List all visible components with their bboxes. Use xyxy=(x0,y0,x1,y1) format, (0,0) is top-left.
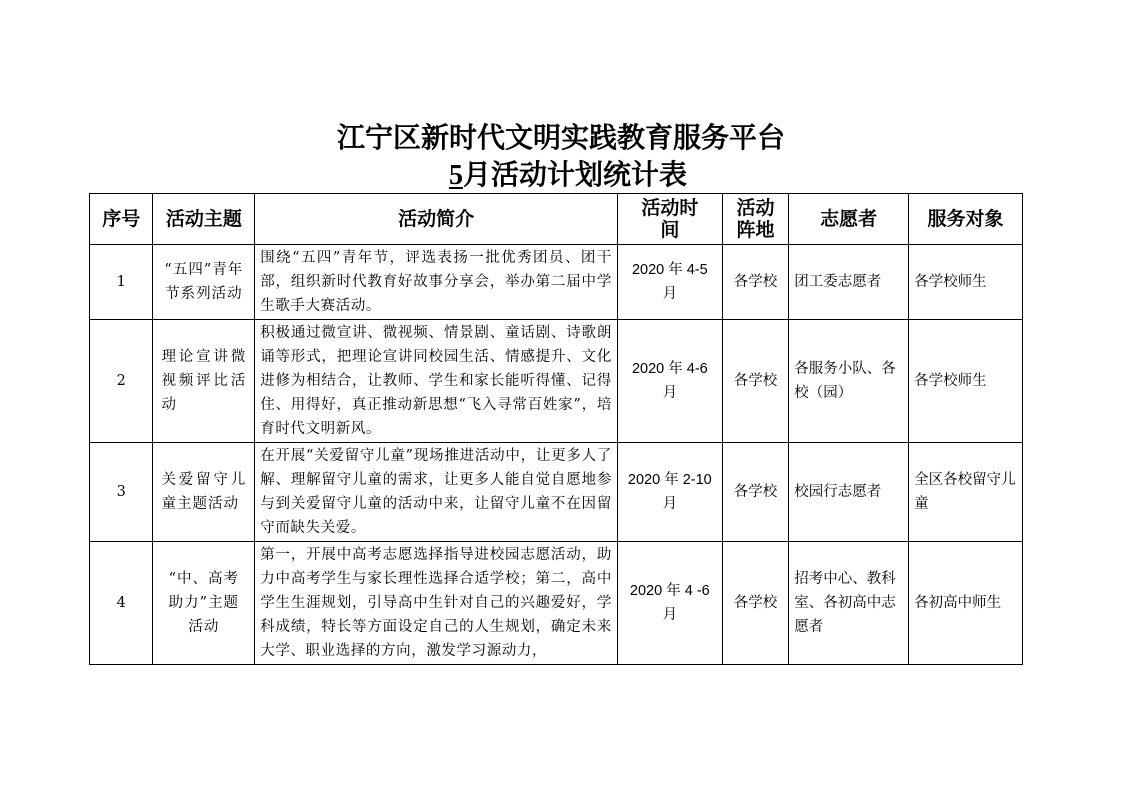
table-row xyxy=(90,320,1023,443)
document-subtitle xyxy=(0,158,1122,193)
table-row xyxy=(90,443,1023,542)
cell-place: 各学校 xyxy=(722,245,788,320)
cell-time: 2020 年 4-5 月 xyxy=(617,245,722,320)
cell-targets: 各初高中师生 xyxy=(909,542,1023,665)
header-volunteers: 志愿者 xyxy=(789,194,909,245)
subtitle-text: 月活动计划统计表 xyxy=(462,158,687,191)
cell-targets: 全区各校留守儿童 xyxy=(909,443,1023,542)
cell-topic: “五四”青年节系列活动 xyxy=(153,245,255,320)
cell-summary: 第一，开展中高考志愿选择指导进校园志愿活动，助力中高考学生与家长理性选择合适学校；第二，高中学生生涯规划，引导高中生针对自己的兴趣爱好，学科成绩，特长等方面设定自己的人生规划，确定未来大学、职业选择的方向，激发学习源动力， xyxy=(255,542,618,665)
subtitle-month: 5 xyxy=(448,160,463,191)
header-targets: 服务对象 xyxy=(909,194,1023,245)
cell-place: 各学校 xyxy=(722,320,788,443)
cell-volunteers: 各服务小队、各校（园） xyxy=(789,320,909,443)
cell-index: 4 xyxy=(90,542,153,665)
header-time: 活动时间 xyxy=(617,194,722,245)
cell-topic: 关爱留守儿童主题活动 xyxy=(153,443,255,542)
header-index: 序号 xyxy=(90,194,153,245)
header-row xyxy=(90,194,1023,245)
cell-index: 2 xyxy=(90,320,153,443)
document-title: 江宁区新时代文明实践教育服务平台 xyxy=(336,121,785,154)
cell-time: 2020 年 4-6 月 xyxy=(617,320,722,443)
header-topic: 活动主题 xyxy=(153,194,255,245)
cell-targets: 各学校师生 xyxy=(909,245,1023,320)
cell-volunteers: 校园行志愿者 xyxy=(789,443,909,542)
cell-volunteers: 团工委志愿者 xyxy=(789,245,909,320)
activity-plan-table xyxy=(89,193,1023,665)
cell-place: 各学校 xyxy=(722,443,788,542)
header-summary: 活动简介 xyxy=(255,194,618,245)
cell-targets: 各学校师生 xyxy=(909,320,1023,443)
cell-topic: “中、高考助力”主题活动 xyxy=(153,542,255,665)
cell-time: 2020 年 2-10 月 xyxy=(617,443,722,542)
cell-summary: 在开展“关爱留守儿童”现场推进活动中，让更多人了解、理解留守儿童的需求，让更多人能自觉自愿地参与到关爱留守儿童的活动中来，让留守儿童不在因留守而缺失关爱。 xyxy=(255,443,618,542)
cell-volunteers: 招考中心、教科室、各初高中志愿者 xyxy=(789,542,909,665)
cell-index: 3 xyxy=(90,443,153,542)
cell-topic: 理论宣讲微视频评比活动 xyxy=(153,320,255,443)
cell-summary: 积极通过微宣讲、微视频、情景剧、童话剧、诗歌朗诵等形式，把理论宣讲同校园生活、情感提升、文化进修为相结合，让教师、学生和家长能听得懂、记得住、用得好，真正推动新思想“飞入寻常百姓家”，培育时代文明新风。 xyxy=(255,320,618,443)
table-row xyxy=(90,245,1023,320)
cell-time: 2020 年 4 -6 月 xyxy=(617,542,722,665)
table-row xyxy=(90,542,1023,665)
header-place: 活动阵地 xyxy=(722,194,788,245)
cell-place: 各学校 xyxy=(722,542,788,665)
cell-summary: 围绕“五四”青年节，评选表扬一批优秀团员、团干部，组织新时代教育好故事分享会，举办第二届中学生歌手大赛活动。 xyxy=(255,245,618,320)
cell-index: 1 xyxy=(90,245,153,320)
